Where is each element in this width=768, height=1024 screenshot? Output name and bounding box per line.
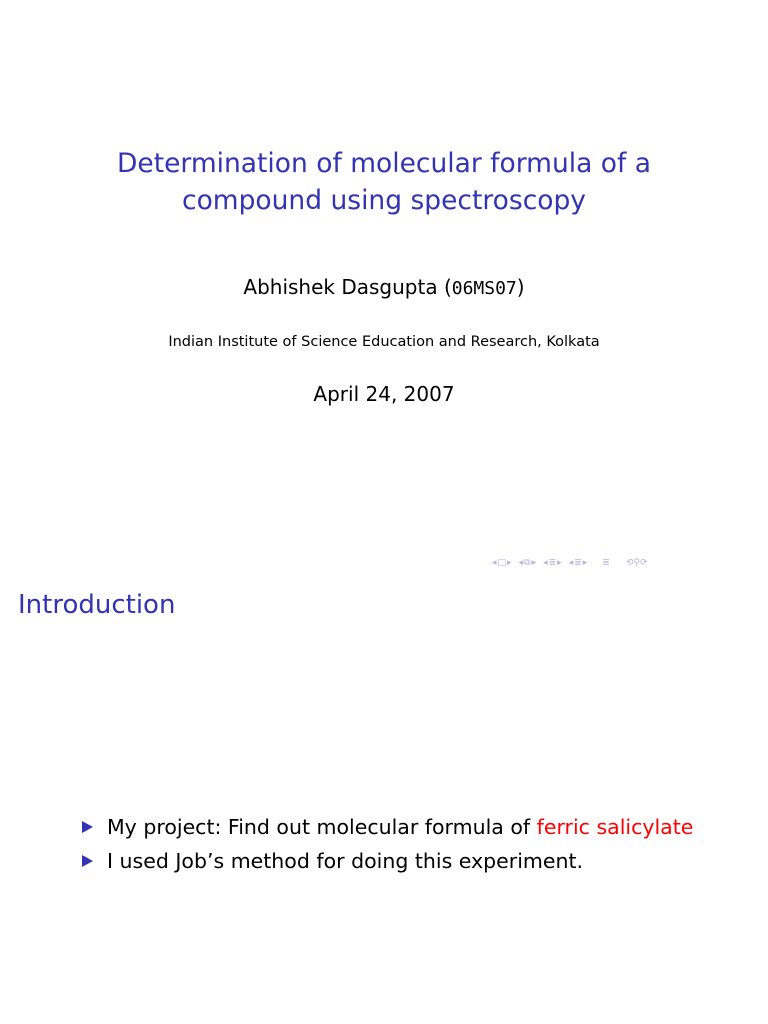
triangle-bullet-icon <box>82 855 93 867</box>
triangle-bullet-icon <box>82 821 93 833</box>
nav-align-icon[interactable]: ≣ <box>602 558 610 568</box>
bullet-list <box>80 810 693 878</box>
nav-search-icon[interactable]: ⟲⚲⟳ <box>625 558 648 568</box>
frame-title: Introduction <box>18 590 176 620</box>
nav-section-icon[interactable]: ◂≣▸ <box>543 558 562 568</box>
title-line-1: Determination of molecular formula of a <box>117 148 651 179</box>
introduction-slide <box>0 576 768 1024</box>
list-item <box>80 844 693 878</box>
title-line-2: compound using spectroscopy <box>182 185 586 216</box>
list-item-text: My project: Find out molecular formula of <box>107 815 537 839</box>
author-name: Abhishek Dasgupta ( <box>243 275 452 299</box>
presentation-title <box>0 145 768 219</box>
nav-subsection-icon[interactable]: ◂⧉▸ <box>518 558 537 568</box>
author-id: 06MS07 <box>451 278 517 299</box>
institute: Indian Institute of Science Education and Research, Kolkata <box>168 334 600 350</box>
list-item <box>80 810 693 844</box>
nav-section-icon-2[interactable]: ◂≣▸ <box>568 558 588 568</box>
nav-frame-icon[interactable]: ◂□▸ <box>492 558 512 568</box>
navigation-bar <box>492 556 648 570</box>
list-item-text: I used Job’s method for doing this experiment. <box>107 849 584 873</box>
highlighted-term: ferric salicylate <box>536 815 694 839</box>
presentation-date: April 24, 2007 <box>313 382 455 406</box>
author <box>0 272 768 304</box>
author-close: ) <box>516 275 525 299</box>
